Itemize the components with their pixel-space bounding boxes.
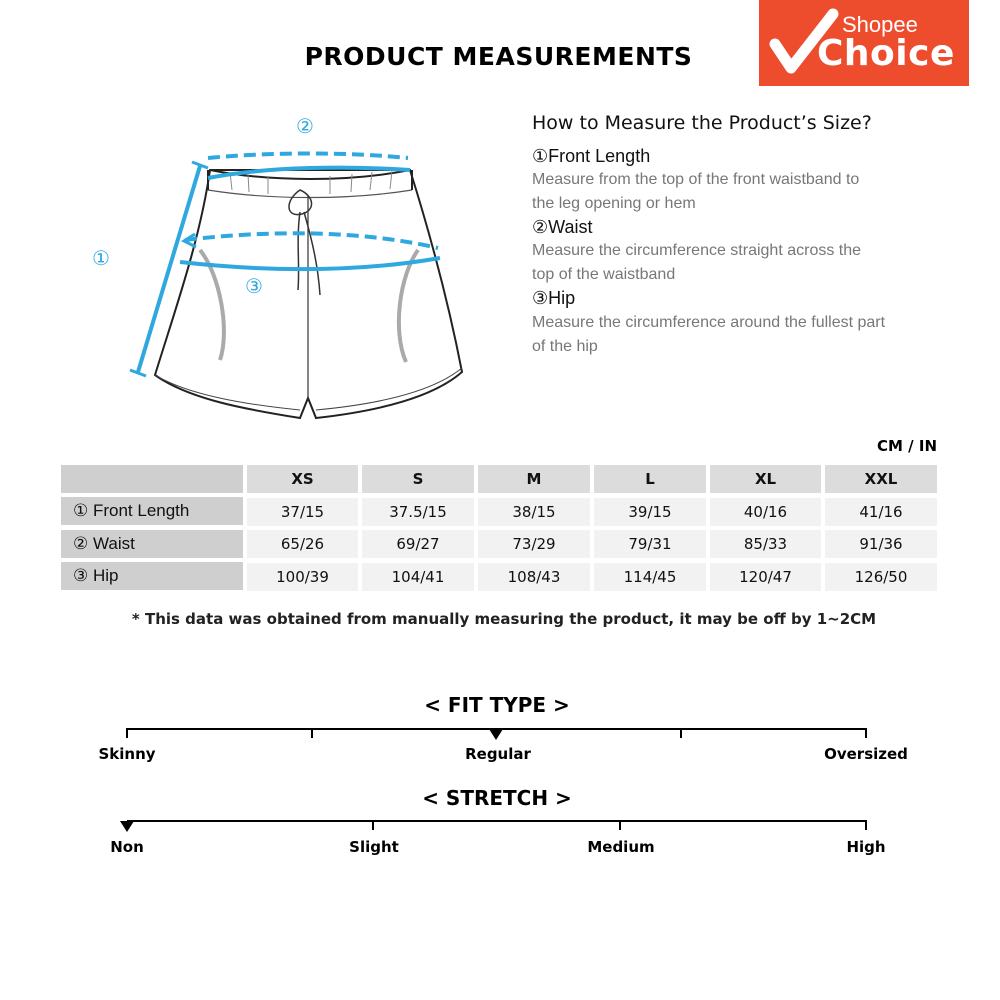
scale-tick (372, 820, 374, 830)
shorts-drawing (80, 100, 500, 430)
desc-line: Measure from the top of the front waistband to (532, 171, 860, 188)
stretch-title: < STRETCH > (422, 786, 572, 810)
step-front-length-desc (532, 168, 922, 216)
row-label-waist: ② Waist (61, 530, 243, 558)
table-cell: 126/50 (825, 563, 937, 591)
table-cell: 79/31 (594, 530, 706, 558)
size-header: L (594, 465, 706, 493)
table-cell: 120/47 (710, 563, 821, 591)
desc-line: Measure the circumference straight across the (532, 242, 862, 259)
fit-type-pointer-icon (489, 729, 503, 740)
stretch-label-high: High (846, 838, 886, 856)
step-waist-title: ②Waist (532, 217, 593, 237)
size-header: XS (247, 465, 358, 493)
shorts-illustration (80, 100, 500, 430)
row-label-front-length: ① Front Length (61, 497, 243, 525)
page-title: PRODUCT MEASUREMENTS (304, 42, 693, 71)
measurement-note: * This data was obtained from manually measuring the product, it may be off by 1~2CM (131, 610, 877, 628)
table-cell: 65/26 (247, 530, 358, 558)
table-cell: 38/15 (478, 498, 590, 526)
stretch-label-slight: Slight (349, 838, 399, 856)
scale-tick (619, 820, 621, 830)
stretch-label-non: Non (110, 838, 144, 856)
step-waist-desc (532, 239, 922, 287)
stretch-label-medium: Medium (587, 838, 655, 856)
marker-front-length: ① (92, 246, 110, 270)
table-cell: 104/41 (362, 563, 474, 591)
guide-title: How to Measure the Product’s Size? (532, 112, 872, 134)
desc-line: top of the waistband (532, 266, 676, 283)
table-cell: 100/39 (247, 563, 358, 591)
table-cell: 69/27 (362, 530, 474, 558)
unit-label: CM / IN (877, 437, 937, 455)
stretch-scale (127, 820, 867, 822)
size-header: XXL (825, 465, 937, 493)
desc-line: of the hip (532, 338, 598, 355)
desc-line: Measure the circumference around the fullest part (532, 314, 886, 331)
scale-tick (126, 728, 128, 738)
table-cell: 40/16 (710, 498, 821, 526)
table-cell: 91/36 (825, 530, 937, 558)
table-cell: 108/43 (478, 563, 590, 591)
table-corner (61, 465, 243, 493)
row-label-hip: ③ Hip (61, 562, 243, 590)
table-cell: 41/16 (825, 498, 937, 526)
size-header: M (478, 465, 590, 493)
fit-type-title: < FIT TYPE > (424, 693, 570, 717)
badge-program: Choice (817, 33, 955, 74)
table-cell: 85/33 (710, 530, 821, 558)
size-header: XL (710, 465, 821, 493)
size-header: S (362, 465, 474, 493)
fit-label-regular: Regular (465, 745, 531, 763)
step-hip-desc (532, 311, 922, 359)
table-cell: 114/45 (594, 563, 706, 591)
table-cell: 39/15 (594, 498, 706, 526)
desc-line: the leg opening or hem (532, 195, 696, 212)
scale-tick (865, 820, 867, 830)
step-hip-title: ③Hip (532, 288, 576, 308)
table-cell: 37/15 (247, 498, 358, 526)
stretch-pointer-icon (120, 821, 134, 832)
scale-tick (865, 728, 867, 738)
fit-label-oversized: Oversized (824, 745, 908, 763)
table-cell: 73/29 (478, 530, 590, 558)
scale-tick (311, 728, 313, 738)
marker-hip: ③ (245, 274, 263, 298)
marker-waist: ② (296, 114, 314, 138)
table-cell: 37.5/15 (362, 498, 474, 526)
scale-tick (680, 728, 682, 738)
shopee-choice-badge (759, 0, 969, 86)
fit-label-skinny: Skinny (98, 745, 156, 763)
step-front-length-title: ①Front Length (532, 146, 651, 166)
badge-brand: Shopee (842, 12, 918, 37)
